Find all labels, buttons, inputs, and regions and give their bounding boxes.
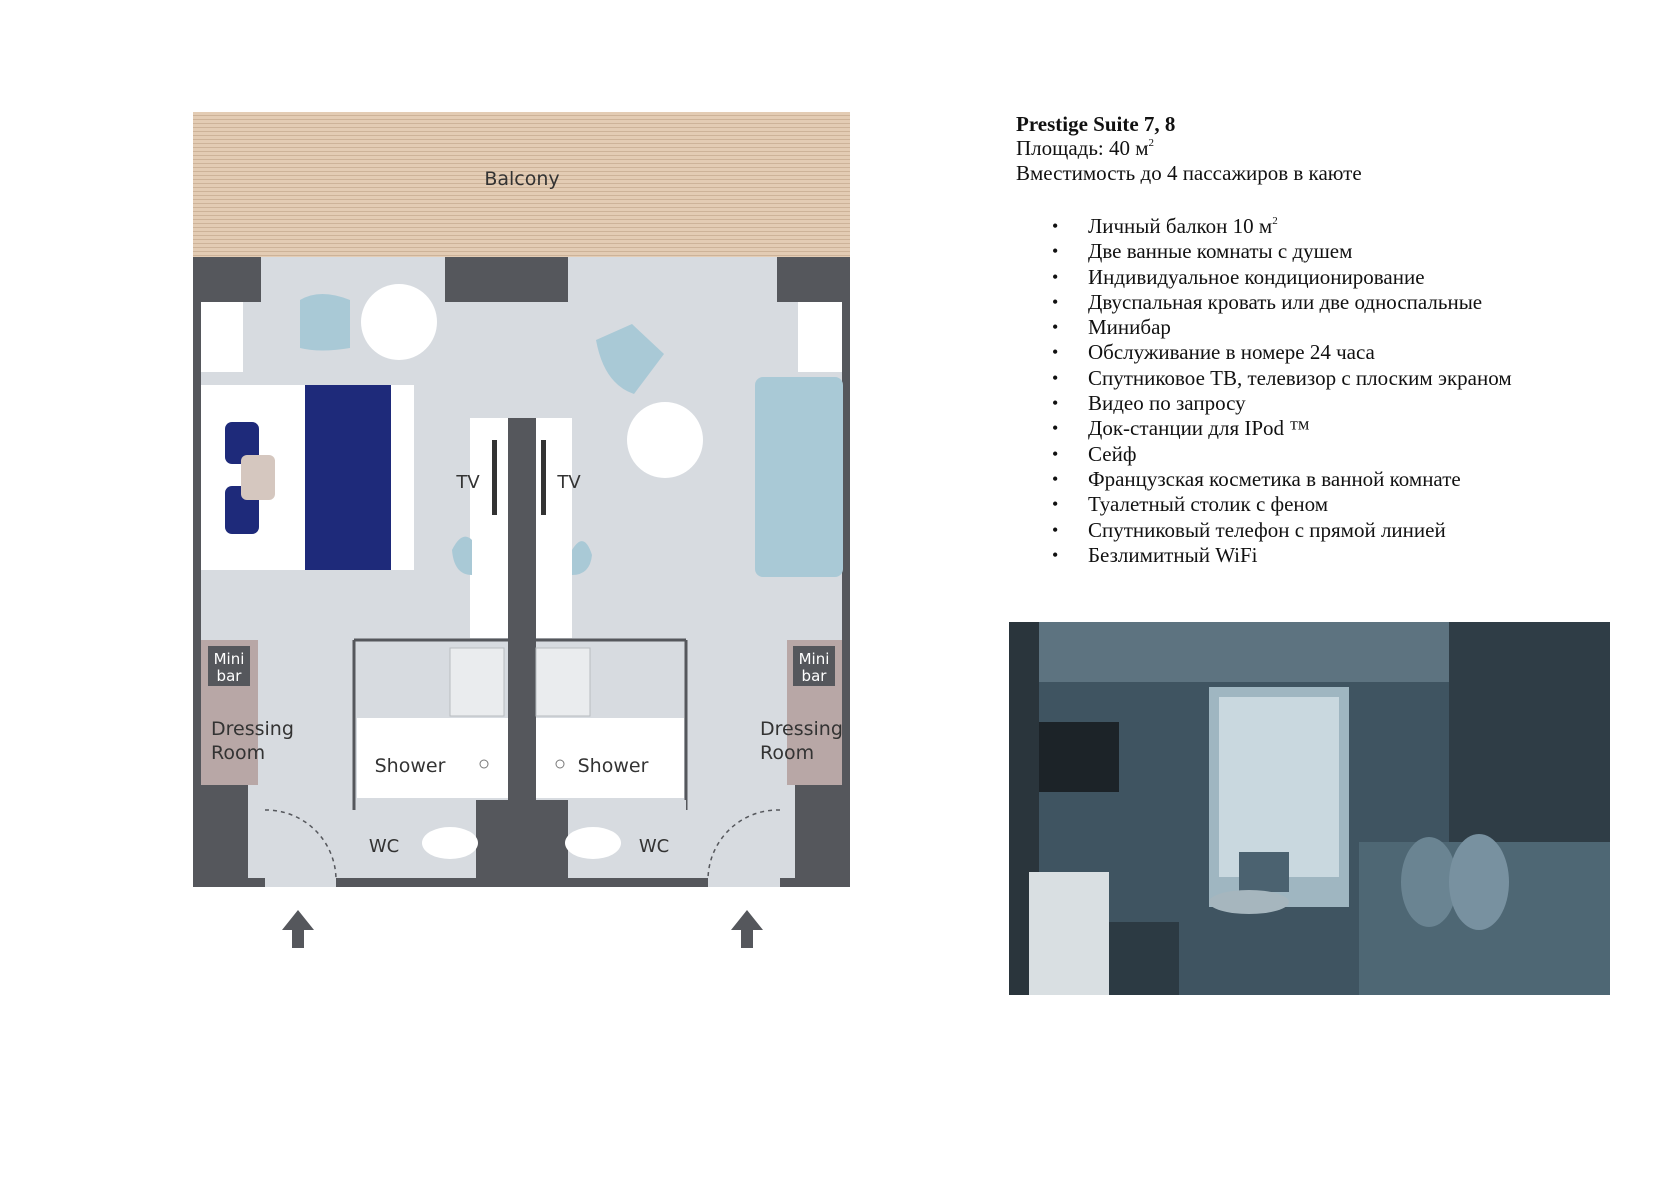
feature-item: • Безлимитный WiFi xyxy=(1088,543,1512,568)
suite-capacity: Вместимость до 4 пассажиров в каюте xyxy=(1016,161,1362,185)
minibar-label-right: Mini xyxy=(798,650,830,668)
toilet xyxy=(422,827,478,859)
entry-arrow-icon xyxy=(731,910,763,948)
bed-cover xyxy=(305,385,391,570)
dressing-label-left: Room xyxy=(211,742,266,764)
wc-label-left: WC xyxy=(368,836,400,857)
nightstand xyxy=(241,455,275,500)
tv-cabinet xyxy=(470,418,508,638)
feature-item: • Французская косметика в ванной комнате xyxy=(1088,467,1512,492)
sink xyxy=(450,648,504,716)
wall xyxy=(795,785,850,887)
minibar-label-left: Mini xyxy=(213,650,245,668)
shower-label-right: Shower xyxy=(577,755,649,777)
feature-item: • Док-станции для IPod ™ xyxy=(1088,416,1512,441)
window xyxy=(201,302,243,372)
wall xyxy=(193,785,248,887)
features-list xyxy=(1016,214,1512,568)
minibar-label-right: bar xyxy=(801,667,827,685)
table xyxy=(361,284,437,360)
suite-title: Prestige Suite 7, 8 xyxy=(1016,112,1176,136)
feature-item: • Туалетный столик с феном xyxy=(1088,492,1512,517)
wc-label-right: WC xyxy=(638,836,670,857)
wall xyxy=(193,878,265,887)
balcony-label: Balcony xyxy=(484,168,560,190)
minibar-label-left: bar xyxy=(216,667,242,685)
partition xyxy=(476,800,568,887)
floor-plan xyxy=(0,0,900,1000)
wall xyxy=(193,257,261,302)
wall xyxy=(780,878,850,887)
sink xyxy=(536,648,590,716)
feature-item: • Обслуживание в номере 24 часа xyxy=(1088,340,1512,365)
feature-item: • Две ванные комнаты с душем xyxy=(1088,239,1512,264)
shower-label-left: Shower xyxy=(374,755,446,777)
wall xyxy=(445,257,568,302)
toilet xyxy=(565,827,621,859)
window xyxy=(798,302,842,372)
dressing-label-right: Dressing xyxy=(760,718,843,740)
feature-item: • Спутниковое ТВ, телевизор с плоским экраном xyxy=(1088,366,1512,391)
feature-item: • Видео по запросу xyxy=(1088,391,1512,416)
sofa xyxy=(755,377,843,577)
feature-item: • Минибар xyxy=(1088,315,1512,340)
armchair xyxy=(300,294,350,351)
tv-screen xyxy=(492,440,497,515)
suite-area: Площадь: 40 $м^2$ xyxy=(1016,136,1155,160)
tv-label-right: TV xyxy=(557,472,581,493)
tv-label-left: TV xyxy=(456,472,480,493)
wall xyxy=(777,257,850,302)
suite-photo xyxy=(1009,622,1610,995)
entry-arrow-icon xyxy=(282,910,314,948)
dressing-label-right: Room xyxy=(760,742,815,764)
feature-item: • Спутниковый телефон с прямой линией xyxy=(1088,518,1512,543)
feature-item: • Личный балкон 10 $м^2$ xyxy=(1088,214,1512,239)
tv-screen xyxy=(541,440,546,515)
feature-item: • Сейф xyxy=(1088,442,1512,467)
dressing-label-left: Dressing xyxy=(211,718,294,740)
feature-item: • Индивидуальное кондиционирование xyxy=(1088,265,1512,290)
feature-item: • Двуспальная кровать или две односпальные xyxy=(1088,290,1512,315)
table xyxy=(627,402,703,478)
